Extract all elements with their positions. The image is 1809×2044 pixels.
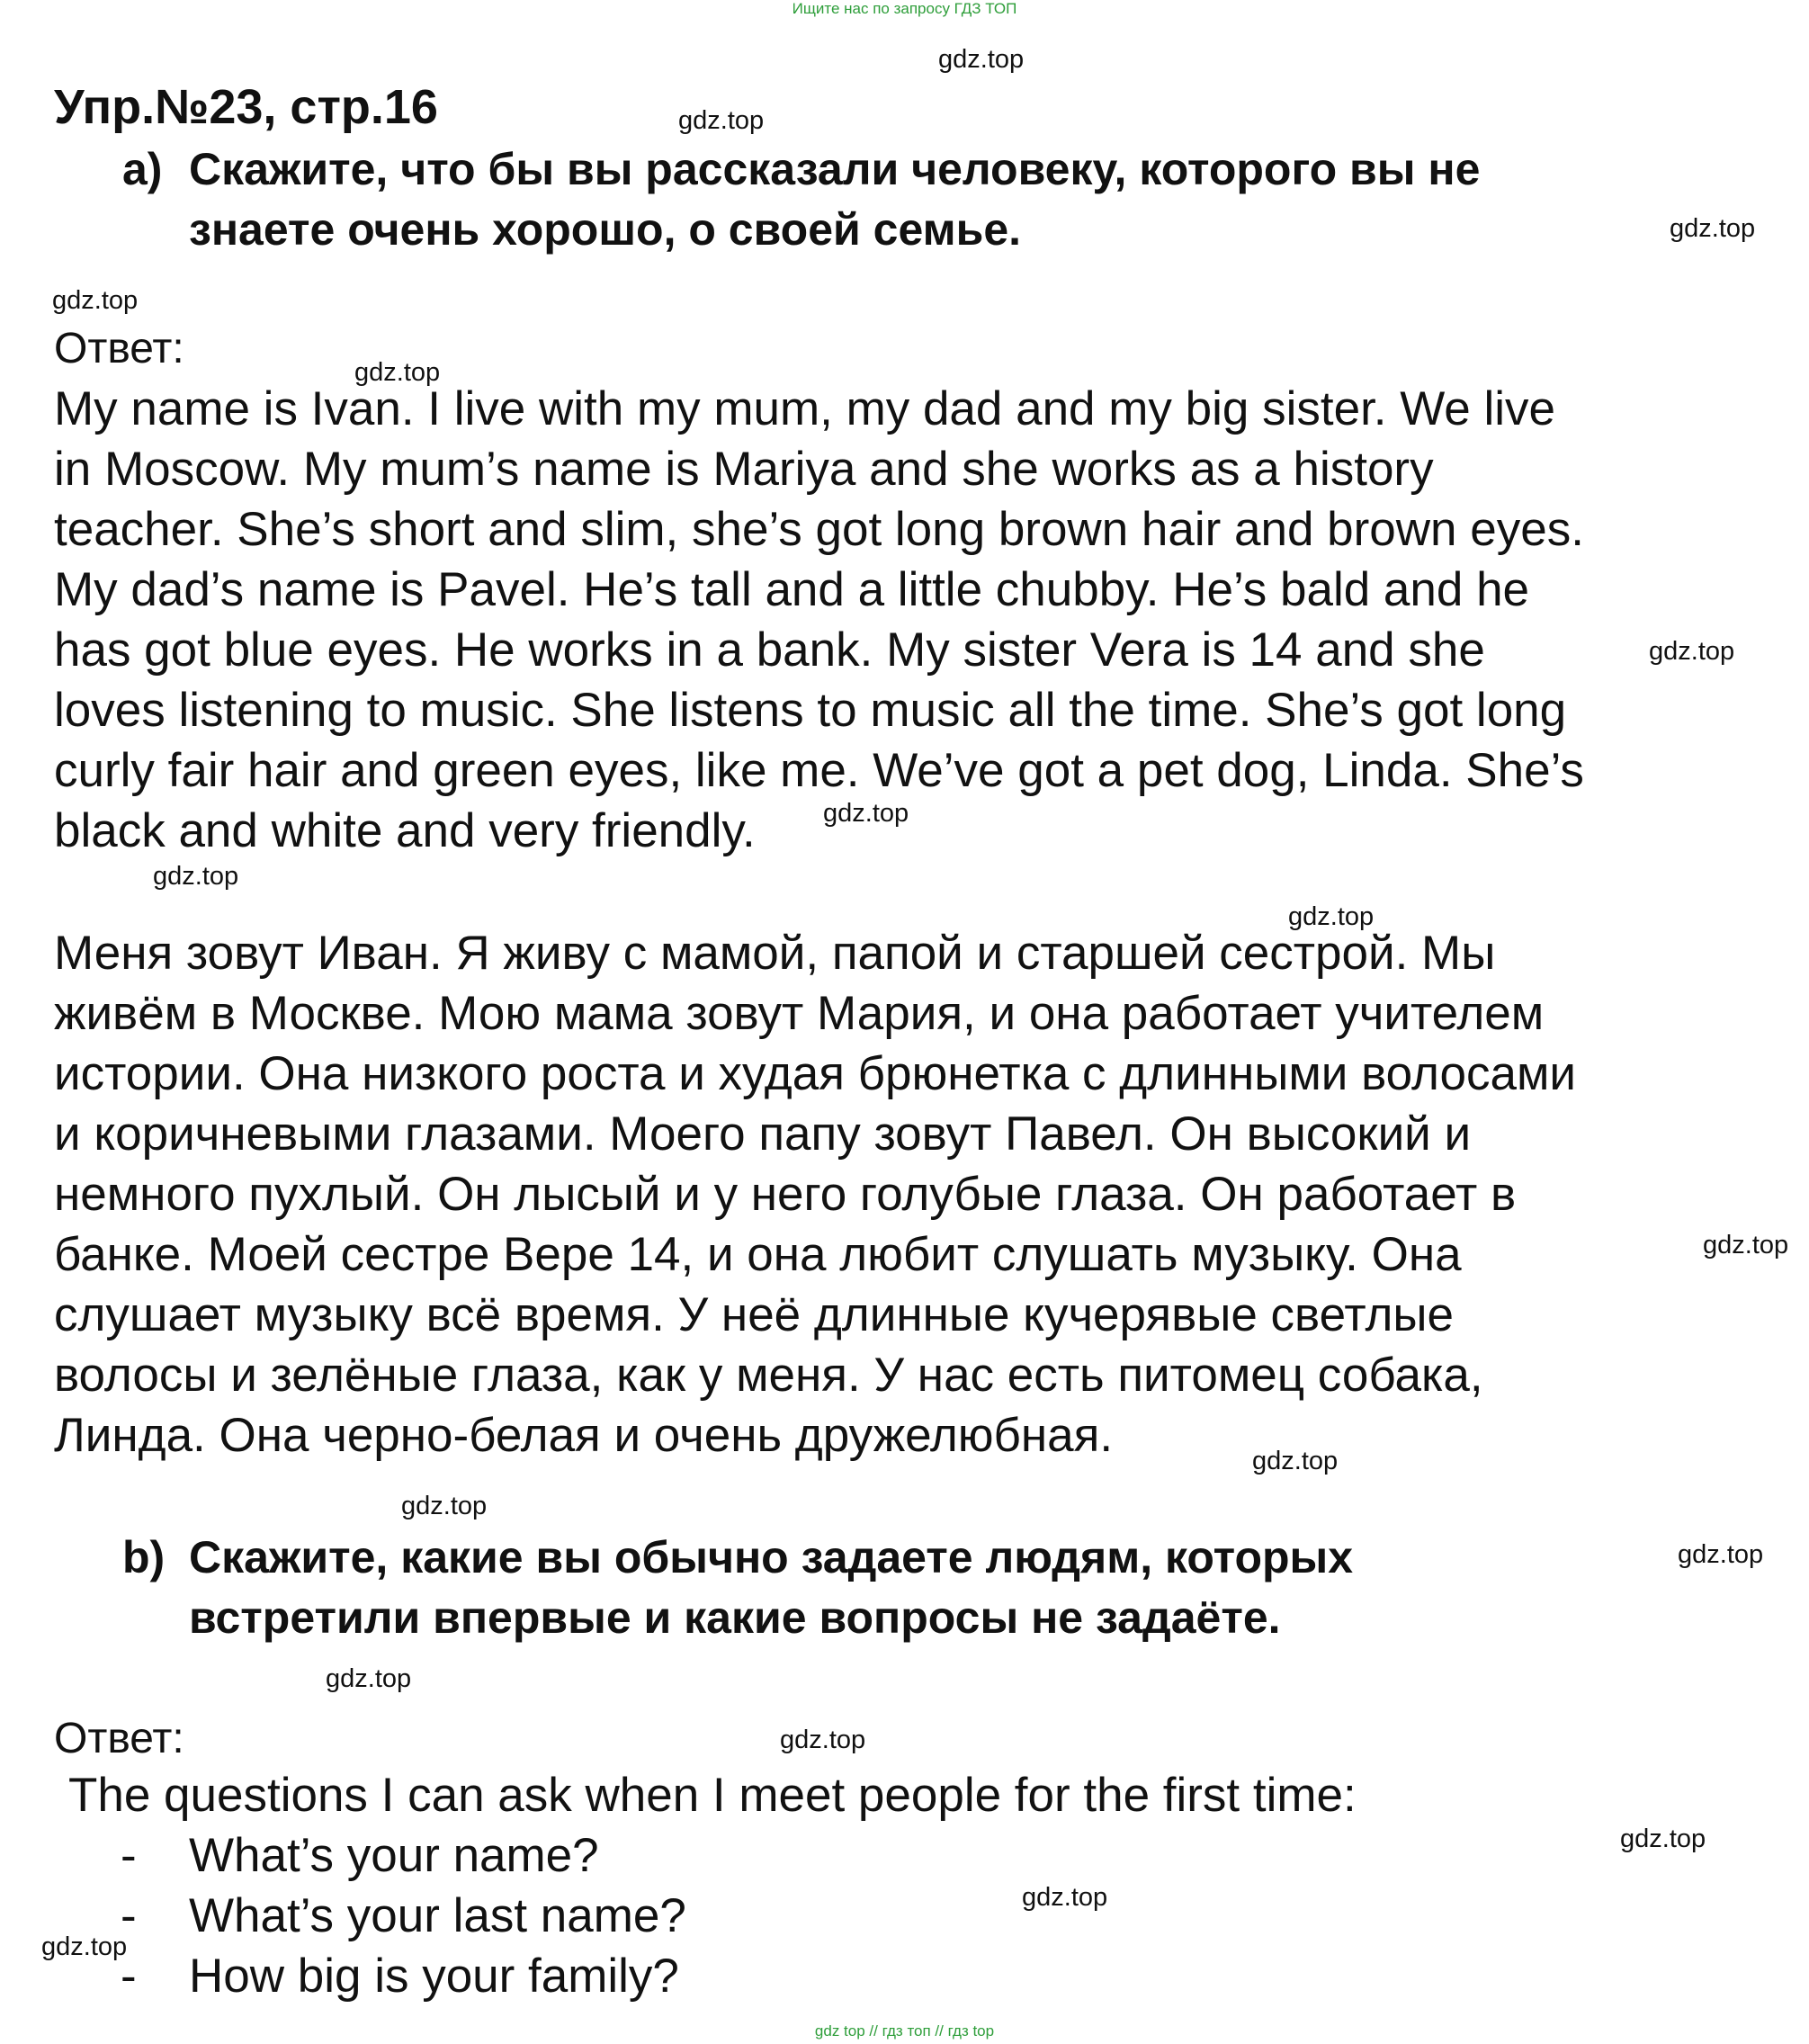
watermark: gdz.top <box>326 1664 412 1693</box>
english-line: curly fair hair and green eyes, like me. We’ve got a pet dog, Linda. She’s <box>54 744 1584 797</box>
english-line: loves listening to music. She listens to music all the time. She’s got long <box>54 684 1567 737</box>
english-line: in Moscow. My mum’s name is Mariya and she works as a history <box>54 443 1434 496</box>
english-line: black and white and very friendly. <box>54 804 756 857</box>
watermark: gdz.top <box>1678 1540 1764 1569</box>
watermark: gdz.top <box>1703 1231 1789 1260</box>
question-dash: - <box>121 1950 137 2003</box>
task-a-line: Скажите, что бы вы рассказали человеку, которого вы не <box>189 144 1481 194</box>
russian-line: истории. Она низкого роста и худая брюнетка с длинными волосами <box>54 1047 1576 1100</box>
question-text: What’s your last name? <box>189 1889 686 1942</box>
watermark: gdz.top <box>1620 1824 1706 1853</box>
russian-line: банке. Моей сестре Вере 14, и она любит слушать музыку. Она <box>54 1228 1462 1281</box>
russian-line: Линда. Она черно-белая и очень дружелюбная. <box>54 1409 1114 1462</box>
page-title: Упр.№23, стр.16 <box>54 80 438 134</box>
english-line: has got blue eyes. He works in a bank. My sister Vera is 14 and she <box>54 623 1485 677</box>
watermark: gdz.top <box>823 799 909 828</box>
russian-line: живём в Москве. Мою мама зовут Мария, и она работает учителем <box>54 987 1545 1040</box>
watermark: gdz.top <box>401 1492 488 1520</box>
question-dash: - <box>121 1889 137 1942</box>
watermark: gdz.top <box>153 862 239 891</box>
russian-line: Меня зовут Иван. Я живу с мамой, папой и старшей сестрой. Мы <box>54 927 1496 980</box>
question-text: How big is your family? <box>189 1950 679 2003</box>
english-line: teacher. She’s short and slim, she’s got long brown hair and brown eyes. <box>54 503 1584 556</box>
task-b-line: Скажите, какие вы обычно задаете людям, которых <box>189 1532 1354 1582</box>
task-a-line: знаете очень хорошо, о своей семье. <box>189 204 1022 255</box>
question-item <box>0 1888 1809 1949</box>
watermark: gdz.top <box>1670 214 1756 243</box>
task-b-marker: b) <box>122 1532 166 1582</box>
questions-intro: The questions I can ask when I meet people for the first time: <box>68 1769 1357 1822</box>
question-item <box>0 1828 1809 1888</box>
russian-line: волосы и зелёные глаза, как у меня. У нас есть питомец собака, <box>54 1349 1483 1402</box>
watermark: gdz.top <box>52 286 139 315</box>
question-text: What’s your name? <box>189 1829 599 1882</box>
watermark: gdz.top <box>938 45 1025 74</box>
watermark: gdz.top <box>780 1726 866 1754</box>
russian-line: и коричневыми глазами. Моего папу зовут Павел. Он высокий и <box>54 1107 1472 1161</box>
question-dash: - <box>121 1829 137 1882</box>
watermark: gdz.top <box>1022 1883 1108 1912</box>
answer-label: Ответ: <box>54 325 184 372</box>
watermark: gdz.top <box>41 1932 128 1961</box>
task-b-line: встретили впервые и какие вопросы не задаёте. <box>189 1592 1281 1643</box>
english-line: My name is Ivan. I live with my mum, my dad and my big sister. We live <box>54 382 1556 435</box>
question-item <box>0 1949 1809 2009</box>
watermark: gdz.top <box>1288 902 1375 931</box>
watermark: gdz.top <box>678 106 765 135</box>
watermark: gdz.top <box>1649 637 1735 666</box>
task-a-marker: a) <box>122 144 163 194</box>
english-line: My dad’s name is Pavel. He’s tall and a little chubby. He’s bald and he <box>54 563 1530 616</box>
answer-label-b: Ответ: <box>54 1715 184 1762</box>
watermark: gdz.top <box>1252 1447 1339 1475</box>
russian-line: немного пухлый. Он лысый и у него голубые глаза. Он работает в <box>54 1168 1517 1221</box>
bottom-banner: gdz top // гдз топ // гдз top <box>814 2022 995 2040</box>
watermark: gdz.top <box>354 358 441 387</box>
russian-line: слушает музыку всё время. У неё длинные кучерявые светлые <box>54 1288 1454 1341</box>
top-banner: Ищите нас по запросу ГДЗ ТОП <box>792 0 1017 17</box>
